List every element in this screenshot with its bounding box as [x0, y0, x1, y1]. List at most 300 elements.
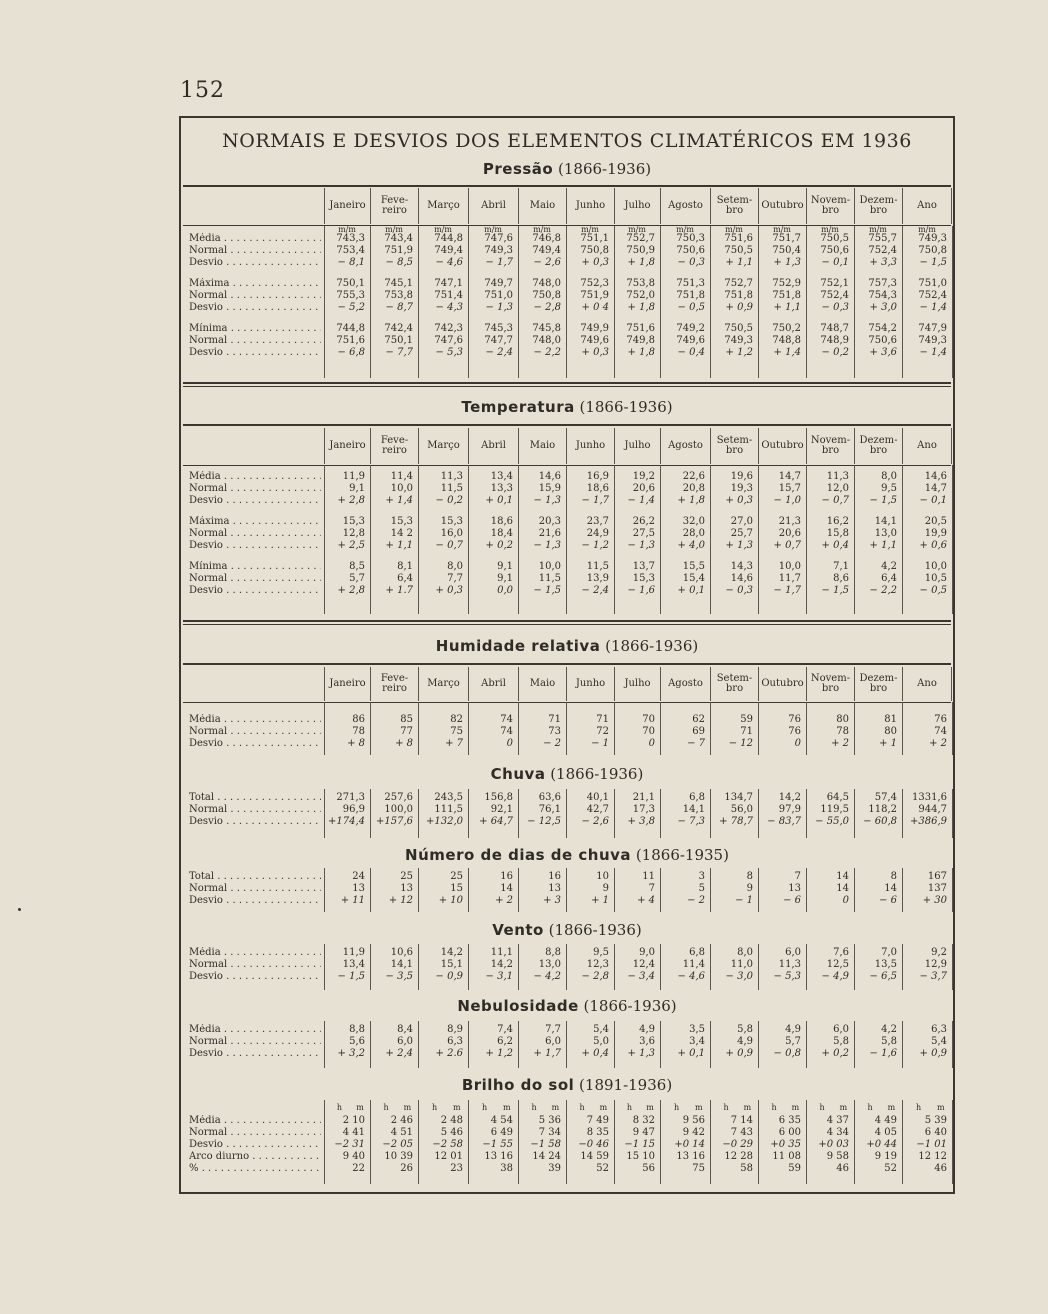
- table-cell: 744,8: [434, 233, 463, 244]
- rule: [183, 424, 951, 426]
- row-label: Normal . . .: [189, 726, 321, 738]
- column-divider: [566, 465, 567, 614]
- minutes-unit: m: [503, 1103, 511, 1112]
- column-divider: [902, 702, 903, 755]
- column-divider: [324, 1021, 325, 1068]
- row-label: Média . . .: [189, 471, 321, 483]
- column-header: Março: [418, 667, 468, 701]
- table-cell: 19,3: [730, 483, 753, 494]
- column-divider: [468, 465, 469, 614]
- column-divider: [324, 702, 325, 755]
- table-cell: 16: [548, 871, 561, 882]
- table-cell: +386,9: [909, 816, 947, 827]
- table-cell: 748,7: [820, 323, 849, 334]
- table-cell: 76: [788, 726, 801, 737]
- table-cell: + 1,1: [869, 540, 897, 551]
- column-divider: [710, 465, 711, 614]
- table-cell: + 0,1: [485, 495, 513, 506]
- rule: [183, 465, 951, 466]
- table-cell: 71: [740, 726, 753, 737]
- table-cell: − 1,5: [533, 585, 561, 596]
- column-header: Ano: [902, 188, 952, 224]
- table-cell: 743,4: [384, 233, 413, 244]
- table-cell: 15,1: [440, 959, 463, 970]
- table-cell: 749,2: [676, 323, 705, 334]
- column-divider: [758, 1100, 759, 1184]
- table-cell: 749,6: [580, 335, 609, 346]
- table-cell: − 1,5: [821, 585, 849, 596]
- column-divider: [952, 1021, 953, 1068]
- table-cell: 747,6: [484, 233, 513, 244]
- table-cell: 14,2: [490, 959, 513, 970]
- minutes-unit: m: [453, 1103, 461, 1112]
- column-divider: [854, 868, 855, 912]
- table-cell: 7,0: [881, 947, 897, 958]
- minutes-unit: m: [403, 1103, 412, 1112]
- table-cell: 13,0: [538, 959, 561, 970]
- table-cell: 78: [836, 726, 849, 737]
- table-cell: 6,0: [397, 1036, 413, 1047]
- table-cell: + 1,8: [627, 347, 655, 358]
- column-divider: [902, 789, 903, 838]
- column-divider: [902, 1100, 903, 1184]
- column-divider: [324, 465, 325, 614]
- column-divider: [660, 226, 661, 378]
- table-cell: 755,7: [868, 233, 897, 244]
- table-cell: − 6: [879, 895, 897, 906]
- table-cell: − 8,5: [385, 257, 413, 268]
- table-cell: 750,6: [820, 245, 849, 256]
- table-cell: 15: [450, 883, 463, 894]
- table-cell: 5 39: [924, 1115, 947, 1126]
- row-label: Média . . .: [189, 1024, 321, 1036]
- table-cell: 3,5: [689, 1024, 705, 1035]
- table-cell: 5,7: [349, 573, 365, 584]
- table-cell: 752,4: [868, 245, 897, 256]
- table-cell: 5,8: [737, 1024, 753, 1035]
- column-header: Março: [418, 188, 468, 224]
- table-cell: 4 41: [342, 1127, 365, 1138]
- table-cell: 749,4: [434, 245, 463, 256]
- table-cell: 18,4: [490, 528, 513, 539]
- page-number: 152: [180, 78, 225, 103]
- table-cell: 6,4: [397, 573, 413, 584]
- unit-label: m/m: [581, 225, 599, 234]
- table-cell: 92,1: [490, 804, 513, 815]
- table-cell: 13: [352, 883, 365, 894]
- hours-unit: h: [867, 1103, 873, 1112]
- row-label: Normal . . .: [189, 335, 321, 347]
- section-name: Número de dias de chuva: [405, 846, 632, 864]
- minutes-unit: m: [646, 1103, 654, 1112]
- unit-label: m/m: [434, 225, 452, 234]
- column-divider: [468, 1021, 469, 1068]
- table-cell: − 2,8: [581, 971, 609, 982]
- table-cell: − 83,7: [767, 816, 801, 827]
- table-cell: − 0,5: [919, 585, 947, 596]
- table-cell: +132,0: [425, 816, 463, 827]
- table-cell: 8,6: [833, 573, 849, 584]
- table-cell: 271,3: [336, 792, 365, 803]
- table-cell: − 1,3: [627, 540, 655, 551]
- table-cell: − 2,2: [533, 347, 561, 358]
- table-cell: − 1,7: [485, 257, 513, 268]
- table-cell: 743,3: [336, 233, 365, 244]
- table-cell: 4 34: [826, 1127, 849, 1138]
- table-cell: 14,1: [390, 959, 413, 970]
- column-header: Junho: [566, 667, 614, 701]
- table-cell: + 1,1: [725, 257, 753, 268]
- table-cell: + 0,4: [821, 540, 849, 551]
- table-cell: 27,5: [632, 528, 655, 539]
- table-cell: 13,0: [874, 528, 897, 539]
- table-cell: 19,2: [632, 471, 655, 482]
- table-cell: 14,6: [730, 573, 753, 584]
- table-cell: − 0,3: [677, 257, 705, 268]
- row-label: Média . . .: [189, 1115, 321, 1127]
- table-cell: 0: [794, 738, 801, 749]
- table-cell: 8,4: [397, 1024, 413, 1035]
- unit-label: m/m: [338, 225, 356, 234]
- table-cell: 14 2: [390, 528, 413, 539]
- table-cell: 11,1: [490, 947, 513, 958]
- table-cell: 8 35: [586, 1127, 609, 1138]
- table-cell: −1 15: [624, 1139, 655, 1150]
- section-title: [182, 997, 952, 1015]
- table-cell: 40,1: [586, 792, 609, 803]
- table-cell: 62: [692, 714, 705, 725]
- column-divider: [418, 1100, 419, 1184]
- column-header: Setem- bro: [710, 428, 758, 464]
- table-cell: 745,1: [384, 278, 413, 289]
- table-cell: − 4,9: [821, 971, 849, 982]
- table-cell: 15 10: [626, 1151, 655, 1162]
- table-cell: 747,1: [434, 278, 463, 289]
- table-cell: 3,4: [689, 1036, 705, 1047]
- table-cell: 2 10: [342, 1115, 365, 1126]
- column-divider: [660, 465, 661, 614]
- table-cell: − 4,6: [677, 971, 705, 982]
- table-cell: 10,0: [924, 561, 947, 572]
- column-divider: [758, 1021, 759, 1068]
- table-cell: − 1,7: [581, 495, 609, 506]
- table-cell: 8,0: [447, 561, 463, 572]
- column-header: Outubro: [758, 188, 806, 224]
- table-cell: 750,3: [676, 233, 705, 244]
- column-divider: [518, 465, 519, 614]
- row-label: Desvio . . .: [189, 585, 321, 597]
- table-cell: 750,8: [918, 245, 947, 256]
- table-cell: 10 39: [384, 1151, 413, 1162]
- table-cell: + 0,9: [919, 1048, 947, 1059]
- table-cell: + 1,3: [725, 540, 753, 551]
- column-divider: [324, 1100, 325, 1184]
- minutes-unit: m: [551, 1103, 560, 1112]
- table-cell: 75: [692, 1163, 705, 1174]
- table-cell: 78: [352, 726, 365, 737]
- table-cell: 9,0: [639, 947, 655, 958]
- column-header: Janeiro: [324, 428, 370, 464]
- table-cell: 749,3: [484, 245, 513, 256]
- column-header: Feve- reiro: [370, 428, 418, 464]
- hours-unit: h: [674, 1103, 680, 1112]
- table-cell: −1 58: [530, 1139, 561, 1150]
- table-cell: 14,6: [538, 471, 561, 482]
- table-cell: 11,9: [342, 947, 365, 958]
- table-cell: + 0,1: [677, 1048, 705, 1059]
- column-divider: [370, 1021, 371, 1068]
- table-cell: 16,0: [440, 528, 463, 539]
- row-label: Normal . . .: [189, 245, 321, 257]
- column-header: Julho: [614, 428, 660, 464]
- table-cell: − 2: [687, 895, 705, 906]
- column-divider: [710, 789, 711, 838]
- table-cell: 243,5: [434, 792, 463, 803]
- table-cell: 11 08: [772, 1151, 801, 1162]
- table-cell: 5 36: [538, 1115, 561, 1126]
- table-cell: 749,3: [918, 233, 947, 244]
- table-cell: 12,0: [826, 483, 849, 494]
- table-cell: 4,9: [639, 1024, 655, 1035]
- table-cell: +0 35: [770, 1139, 801, 1150]
- table-cell: 14,6: [924, 471, 947, 482]
- column-divider: [370, 702, 371, 755]
- table-cell: 18,6: [586, 483, 609, 494]
- table-cell: + 2: [831, 738, 849, 749]
- table-cell: + 2,4: [385, 1048, 413, 1059]
- rule: [183, 620, 951, 622]
- column-header: Maio: [518, 667, 566, 701]
- table-cell: + 0,1: [677, 585, 705, 596]
- table-cell: 16,9: [586, 471, 609, 482]
- column-divider: [710, 868, 711, 912]
- table-cell: + 0,3: [725, 495, 753, 506]
- table-cell: 7,6: [833, 947, 849, 958]
- table-cell: + 11: [340, 895, 365, 906]
- column-divider: [566, 868, 567, 912]
- table-cell: 23,7: [586, 516, 609, 527]
- column-divider: [518, 1021, 519, 1068]
- table-cell: 74: [934, 726, 947, 737]
- section-title: [182, 921, 952, 939]
- table-cell: − 2,6: [533, 257, 561, 268]
- column-header: Feve- reiro: [370, 667, 418, 701]
- minutes-unit: m: [887, 1103, 896, 1112]
- table-cell: 12,4: [632, 959, 655, 970]
- table-cell: 752,4: [918, 290, 947, 301]
- table-cell: +157,6: [375, 816, 413, 827]
- table-cell: + 78,7: [719, 816, 753, 827]
- hours-unit: h: [383, 1103, 389, 1112]
- table-cell: −2 31: [334, 1139, 365, 1150]
- unit-label: m/m: [773, 225, 791, 234]
- column-divider: [418, 226, 419, 378]
- table-cell: 747,6: [434, 335, 463, 346]
- row-label: Desvio . . .: [189, 971, 321, 983]
- table-cell: 7: [794, 871, 801, 882]
- table-cell: 70: [642, 726, 655, 737]
- section-name: Vento: [492, 921, 544, 939]
- hours-unit: h: [482, 1103, 488, 1112]
- table-cell: 3,6: [639, 1036, 655, 1047]
- column-divider: [324, 944, 325, 990]
- table-cell: 9,1: [497, 561, 513, 572]
- column-divider: [324, 789, 325, 838]
- table-cell: − 2: [543, 738, 561, 749]
- column-divider: [418, 465, 419, 614]
- table-cell: 14,1: [682, 804, 705, 815]
- table-cell: 4 51: [390, 1127, 413, 1138]
- table-cell: 100,0: [384, 804, 413, 815]
- table-cell: 7 49: [586, 1115, 609, 1126]
- table-cell: 14 24: [532, 1151, 561, 1162]
- table-cell: 5,8: [881, 1036, 897, 1047]
- column-header: Abril: [468, 667, 518, 701]
- rule: [183, 386, 951, 387]
- table-cell: 16: [500, 871, 513, 882]
- table-cell: − 0,1: [821, 257, 849, 268]
- column-divider: [806, 702, 807, 755]
- table-cell: 751,8: [724, 290, 753, 301]
- column-divider: [660, 789, 661, 838]
- table-cell: − 2,4: [485, 347, 513, 358]
- column-header: Feve- reiro: [370, 188, 418, 224]
- table-cell: 746,8: [532, 233, 561, 244]
- section-period: (1866-1936): [574, 398, 673, 416]
- table-cell: 9 47: [632, 1127, 655, 1138]
- section-name: Pressão: [482, 160, 554, 178]
- table-cell: − 3,4: [627, 971, 655, 982]
- column-divider: [518, 789, 519, 838]
- table-cell: − 12,5: [527, 816, 561, 827]
- table-cell: 750,5: [820, 233, 849, 244]
- table-cell: 137: [927, 883, 947, 894]
- column-divider: [566, 1100, 567, 1184]
- section-title: [182, 637, 952, 655]
- table-cell: 7,4: [497, 1024, 513, 1035]
- rule: [183, 624, 951, 625]
- rule: [183, 663, 951, 665]
- table-cell: 9,5: [881, 483, 897, 494]
- table-cell: 1331,6: [912, 792, 947, 803]
- column-header: Julho: [614, 188, 660, 224]
- table-cell: 19,6: [730, 471, 753, 482]
- table-cell: 13,3: [490, 483, 513, 494]
- table-cell: + 2,8: [337, 585, 365, 596]
- row-label: Normal . . .: [189, 483, 321, 495]
- table-cell: 754,3: [868, 290, 897, 301]
- table-cell: 56,0: [730, 804, 753, 815]
- table-cell: 753,8: [626, 278, 655, 289]
- table-cell: 757,3: [868, 278, 897, 289]
- table-cell: 10,0: [390, 483, 413, 494]
- table-cell: − 12: [728, 738, 753, 749]
- table-cell: + 0,9: [725, 1048, 753, 1059]
- table-cell: + 3,8: [627, 816, 655, 827]
- column-divider: [468, 226, 469, 378]
- minutes-unit: m: [937, 1103, 945, 1112]
- section-name: Temperatura: [461, 398, 575, 416]
- table-cell: −1 01: [916, 1139, 947, 1150]
- column-divider: [660, 1100, 661, 1184]
- table-cell: 752,1: [820, 278, 849, 289]
- table-cell: 63,6: [538, 792, 561, 803]
- column-divider: [660, 868, 661, 912]
- table-cell: 14,1: [874, 516, 897, 527]
- row-label: Normal . . .: [189, 804, 321, 816]
- table-cell: 25,7: [730, 528, 753, 539]
- column-divider: [710, 1100, 711, 1184]
- table-cell: 80: [884, 726, 897, 737]
- table-cell: − 4,3: [435, 302, 463, 313]
- column-divider: [418, 868, 419, 912]
- column-divider: [758, 944, 759, 990]
- table-cell: 5,4: [931, 1036, 947, 1047]
- rule: [183, 185, 951, 187]
- row-label: Média . . .: [189, 947, 321, 959]
- table-cell: 749,3: [918, 335, 947, 346]
- unit-label: m/m: [533, 225, 551, 234]
- table-cell: 0,0: [497, 585, 513, 596]
- table-cell: 12,5: [826, 959, 849, 970]
- row-label: Desvio . . .: [189, 1048, 321, 1060]
- table-cell: + 1,8: [677, 495, 705, 506]
- section-period: (1891-1936): [574, 1076, 673, 1094]
- column-divider: [806, 1021, 807, 1068]
- table-cell: 750,1: [336, 278, 365, 289]
- table-cell: − 3,0: [725, 971, 753, 982]
- table-cell: − 2,4: [581, 585, 609, 596]
- table-cell: 751,6: [336, 335, 365, 346]
- table-cell: 20,6: [632, 483, 655, 494]
- table-cell: 15,4: [682, 573, 705, 584]
- section-period: (1866-1936): [600, 637, 699, 655]
- table-cell: 944,7: [918, 804, 947, 815]
- table-cell: − 5,2: [337, 302, 365, 313]
- column-header: Junho: [566, 188, 614, 224]
- unit-label: m/m: [869, 225, 887, 234]
- column-divider: [854, 1100, 855, 1184]
- table-cell: 744,8: [336, 323, 365, 334]
- column-divider: [518, 944, 519, 990]
- table-cell: 752,0: [626, 290, 655, 301]
- column-header: Junho: [566, 428, 614, 464]
- table-cell: + 2,5: [337, 540, 365, 551]
- minutes-unit: m: [743, 1103, 752, 1112]
- column-divider: [518, 702, 519, 755]
- table-cell: 85: [400, 714, 413, 725]
- table-cell: 59: [740, 714, 753, 725]
- row-label: Total . . .: [189, 871, 321, 883]
- section-name: Humidade relativa: [435, 637, 601, 655]
- rule: [183, 702, 951, 703]
- table-cell: − 1,0: [773, 495, 801, 506]
- column-divider: [952, 702, 953, 755]
- table-cell: 749,7: [484, 278, 513, 289]
- section-title: [182, 160, 952, 178]
- table-cell: 21,6: [538, 528, 561, 539]
- column-divider: [370, 226, 371, 378]
- table-cell: 134,7: [724, 792, 753, 803]
- table-cell: 6 00: [778, 1127, 801, 1138]
- table-cell: + 10: [438, 895, 463, 906]
- table-cell: 4 37: [826, 1115, 849, 1126]
- table-cell: − 1,6: [627, 585, 655, 596]
- table-cell: 6,4: [881, 573, 897, 584]
- table-cell: 7 34: [538, 1127, 561, 1138]
- table-cell: 16,2: [826, 516, 849, 527]
- column-divider: [518, 226, 519, 378]
